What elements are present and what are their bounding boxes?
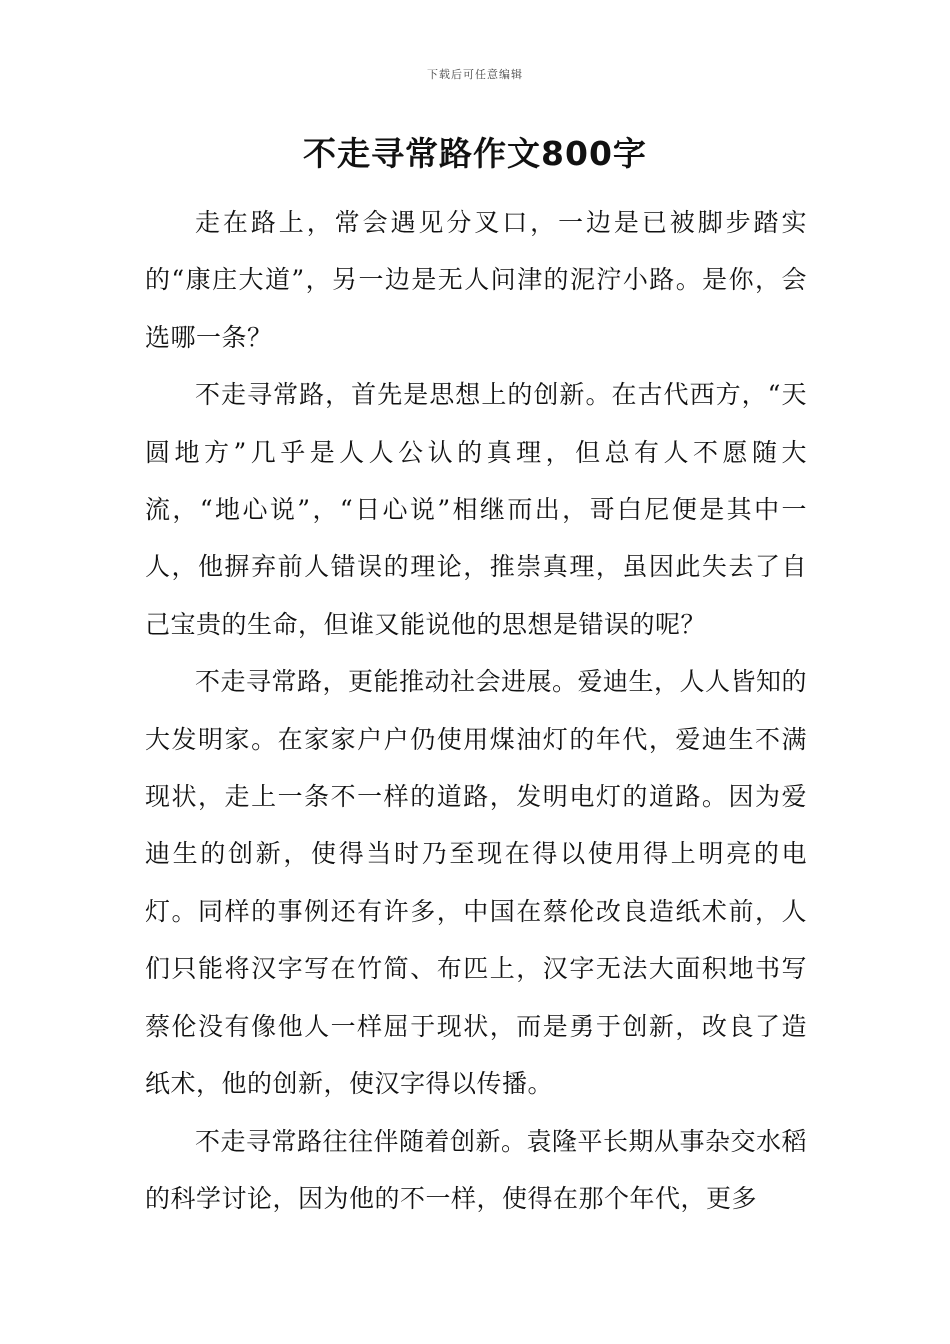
document-title: 不走寻常路作文800字 bbox=[303, 134, 647, 173]
paragraph-2: 不走寻常路，首先是思想上的创新。在古代西方，“天圆地方”几乎是人人公认的真理，但总有人不愿随大流，“地心说”，“日心说”相继而出，哥白尼便是其中一人，他摒弃前人错误的理论，推崇真理，虽因此失去了自己宝贵的生命，但谁又能说他的思想是错误的呢？ bbox=[145, 380, 807, 639]
paragraph-3: 不走寻常路，更能推动社会进展。爱迪生，人人皆知的大发明家。在家家户户仍使用煤油灯的年代，爱迪生不满现状，走上一条不一样的道路，发明电灯的道路。因为爱迪生的创新，使得当时乃至现在得以使用得上明亮的电灯。同样的事例还有许多，中国在蔡伦改良造纸术前，人们只能将汉字写在竹简、布匹上，汉字无法大面积地书写蔡伦没有像他人一样屈于现状，而是勇于创新，改良了造纸术，他的创新，使汉字得以传播。 bbox=[145, 667, 808, 1099]
document-body bbox=[145, 194, 807, 1227]
paragraph-4: 不走寻常路往往伴随着创新。袁隆平长期从事杂交水稻的科学讨论，因为他的不一样，使得在那个年代，更多 bbox=[145, 1126, 808, 1213]
header-note: 下载后可任意编辑 bbox=[427, 68, 523, 81]
paragraph-1: 走在路上，常会遇见分叉口，一边是已被脚步踏实的“康庄大道”，另一边是无人问津的泥泞小路。是你，会选哪一条？ bbox=[145, 208, 807, 352]
